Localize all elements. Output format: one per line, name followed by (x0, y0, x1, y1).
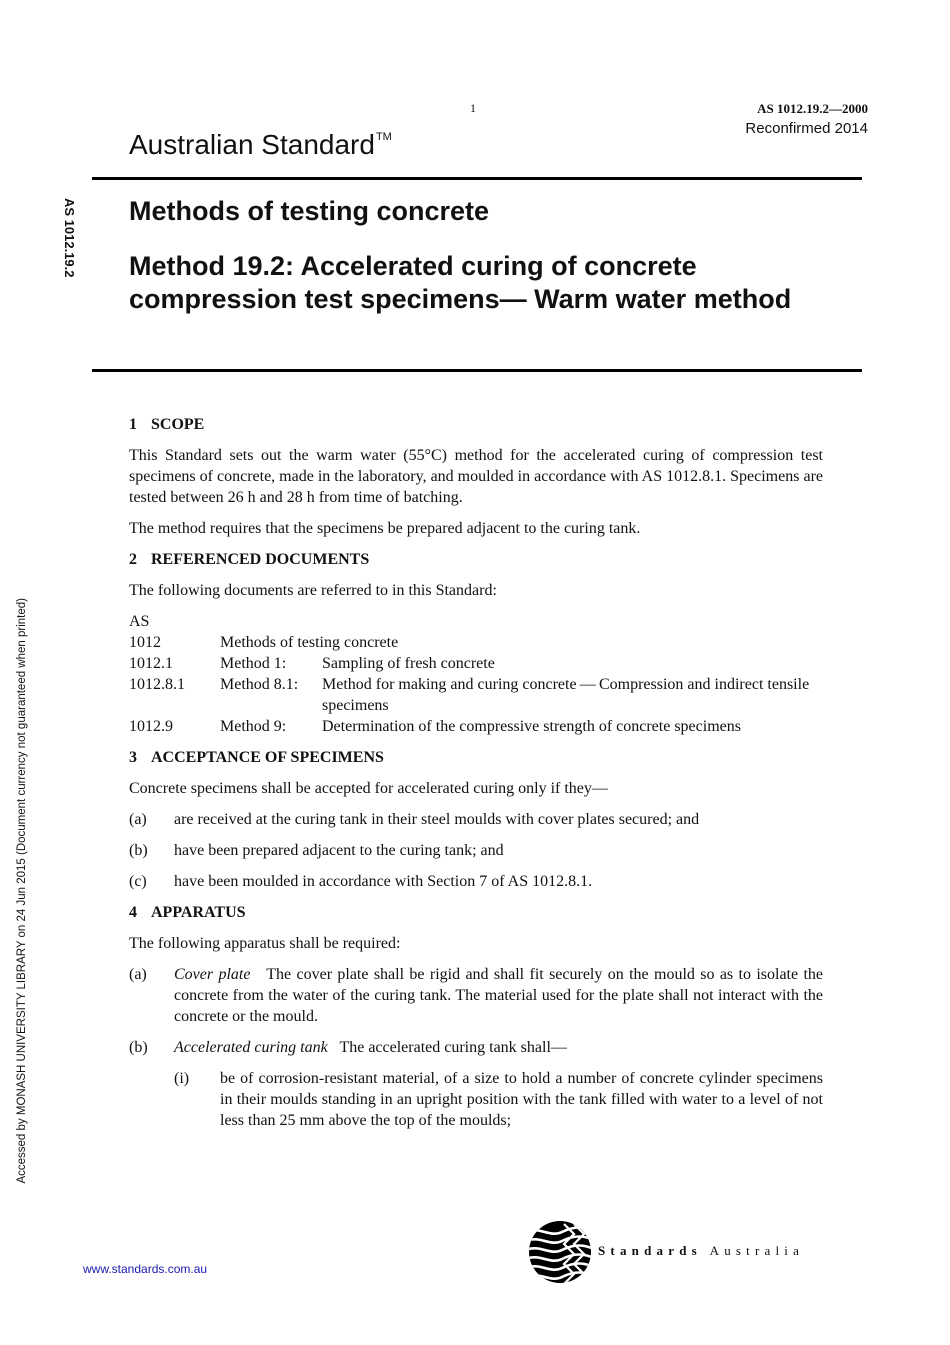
reconfirmed-note: Reconfirmed 2014 (745, 120, 868, 137)
item-text: have been prepared adjacent to the curing tank; and (174, 842, 504, 859)
reference-code: 1012 (129, 634, 161, 651)
list-item (129, 840, 823, 861)
item-text: have been moulded in accordance with Section 7 of AS 1012.8.1. (174, 873, 593, 890)
reference-method: Method 8.1: (220, 676, 299, 693)
item-label: (a) (129, 966, 147, 983)
title-rule (92, 369, 862, 372)
item-term: Accelerated curing tank (174, 1039, 328, 1056)
logo-word-regular: Australia (709, 1243, 805, 1258)
section-number: 3 (129, 749, 137, 766)
section-number: 4 (129, 904, 137, 921)
section-scope (129, 414, 823, 539)
section-number: 1 (129, 416, 137, 433)
item-term: Cover plate (174, 966, 251, 983)
reference-title: Methods of testing concrete (220, 634, 399, 651)
section-heading (129, 549, 823, 570)
section-heading (129, 747, 823, 768)
apparatus-intro: The following apparatus shall be required: (129, 935, 401, 952)
sub-list-item (174, 1068, 823, 1131)
item-text: be of corrosion-resistant material, of a size to hold a number of concrete cylinder specimens in their moulds standing in an upright position with the tank filled with water to a level of not less than 25 mm above the top of the moulds; (220, 1070, 823, 1129)
side-access-notice (16, 598, 40, 1250)
section-heading (129, 902, 823, 923)
side-access-text: Accessed by MONASH UNIVERSITY LIBRARY on 24 Jun 2015 (Document currency not guaranteed when printed) (16, 598, 28, 1184)
item-label: (b) (129, 842, 148, 859)
section-title: APPARATUS (151, 904, 246, 921)
document-id: AS 1012.19.2—2000 (757, 101, 868, 116)
section-number: 2 (129, 551, 137, 568)
reference-code: 1012.1 (129, 655, 173, 672)
item-text: are received at the curing tank in their steel moulds with cover plates secured; and (174, 811, 700, 828)
reference-list (129, 611, 823, 737)
item-label: (a) (129, 811, 147, 828)
item-body: The accelerated curing tank shall— (339, 1039, 567, 1056)
reference-title: Determination of the compressive strength of concrete specimens (322, 718, 741, 735)
page-number: 1 (470, 101, 476, 115)
reference-code: 1012.9 (129, 718, 173, 735)
item-text (174, 964, 823, 1027)
logo-word-bold: Standards (598, 1243, 702, 1258)
reference-row (129, 716, 823, 737)
side-code-text: AS 1012.19.2 (62, 198, 77, 278)
main-title: Methods of testing concrete (129, 196, 490, 226)
reference-title: Method for making and curing concrete — Compression and indirect tensile specimens (322, 676, 810, 714)
website-link[interactable]: www.standards.com.au (83, 1262, 208, 1276)
standards-australia-logo-icon (528, 1220, 592, 1289)
reference-row (129, 653, 823, 674)
reference-row (129, 632, 823, 653)
section-apparatus (129, 902, 823, 1131)
reference-method: Method 9: (220, 718, 287, 735)
top-rule (92, 177, 862, 180)
section-heading (129, 414, 823, 435)
item-label: (b) (129, 1039, 148, 1056)
item-label: (i) (174, 1070, 190, 1087)
list-item (129, 809, 823, 830)
reference-row (129, 674, 823, 716)
section-referenced-documents (129, 549, 823, 737)
sub-title: Method 19.2: Accelerated curing of concrete compression test specimens— Warm water method (129, 251, 792, 314)
item-text (174, 1037, 823, 1058)
section-title: SCOPE (151, 416, 205, 433)
reference-method: Method 1: (220, 655, 287, 672)
list-item (129, 1037, 823, 1058)
list-item (129, 964, 823, 1027)
referenced-intro: The following documents are referred to in this Standard: (129, 582, 497, 599)
section-acceptance (129, 747, 823, 892)
reference-title: Sampling of fresh concrete (322, 655, 495, 672)
document-body (129, 414, 823, 1141)
acceptance-intro: Concrete specimens shall be accepted for accelerated curing only if they— (129, 780, 608, 797)
trademark-mark: TM (375, 131, 392, 143)
section-title: ACCEPTANCE OF SPECIMENS (151, 749, 384, 766)
scope-paragraph-1: This Standard sets out the warm water (55°C) method for the accelerated curing of compression test specimens of concrete, made in the laboratory, and moulded in accordance with AS 1012.8.1. Specimens are tested between 26 h and 28 h from time of batching. (129, 447, 823, 506)
side-code (62, 198, 82, 278)
item-body: The cover plate shall be rigid and shall fit securely on the mould so as to isolate the concrete from the water of the curing tank. The material used for the plate shall not interact with the concrete or the mould. (174, 966, 823, 1025)
list-item (129, 871, 823, 892)
brand-title (129, 129, 392, 161)
section-title: REFERENCED DOCUMENTS (151, 551, 370, 568)
reference-code: 1012.8.1 (129, 676, 185, 693)
logo-wordmark (598, 1243, 804, 1259)
reference-prefix: AS (129, 613, 150, 630)
item-label: (c) (129, 873, 147, 890)
scope-paragraph-2: The method requires that the specimens be prepared adjacent to the curing tank. (129, 520, 641, 537)
brand-title-text: Australian Standard (129, 129, 375, 160)
